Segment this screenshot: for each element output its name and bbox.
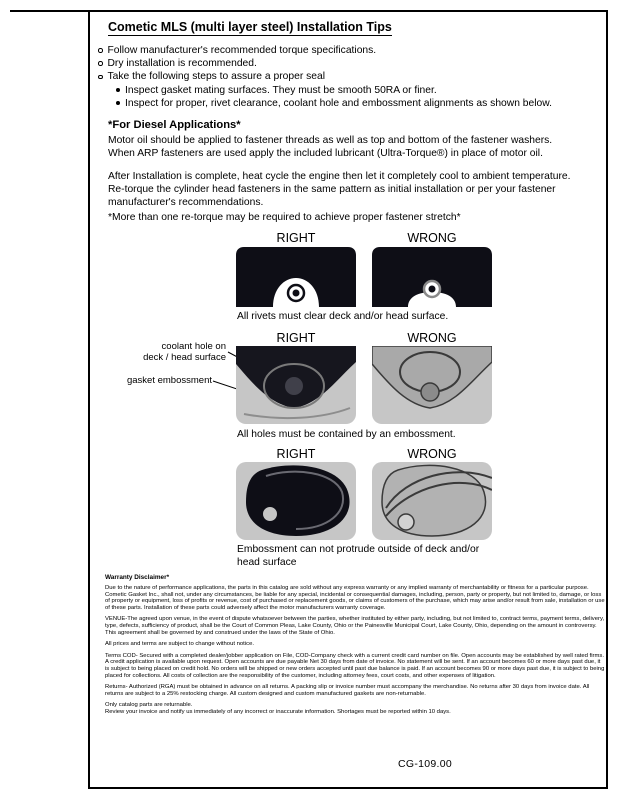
row2-caption: All holes must be contained by an embossment.	[237, 429, 456, 440]
row3-right-label: RIGHT	[276, 447, 316, 461]
warranty-paragraph: Review your invoice and notify us immediately of any incorrect or inaccurate information. Shortages must be reported within 10 days.	[105, 709, 451, 716]
retorque-note: *More than one re-torque may be required to achieve proper fastener stretch*	[108, 212, 461, 223]
tip-text: Take the following steps to assure a proper seal	[107, 71, 326, 83]
row1-right-label: RIGHT	[276, 231, 316, 245]
list-item	[98, 57, 580, 70]
diagram-coolant-wrong	[372, 346, 492, 424]
warranty-paragraph: Due to the nature of performance applications, the parts in this catalog are sold without any express warranty or any implied warranty of merchantability or fitness for a particular purpose. Cometic Gasket Inc., shall not, under any circumstances, be liable for any special, incidental or consequential damages, including, person, party or property, but not limited to, damage, or loss of property or equipment, loss of profits or revenue, cost of purchased or replacement goods, or claims of customers of the purchase, which may arise and/or result from sale, installation or use of these parts. Installation of these parts could adversely affect the motor manufacturers warranty coverage.	[105, 584, 605, 612]
row3-wrong-label: WRONG	[407, 447, 457, 461]
diesel-paragraph-2: After Installation is complete, heat cycle the engine then let it completely cool to ambient temperature. Re-torque the cylinder head fasteners in the same pattern as initial installation or per your fastener manufacturer's recommendations.	[108, 171, 571, 208]
bullet-circle-icon	[98, 61, 103, 66]
list-item	[116, 84, 580, 97]
row2-right-label: RIGHT	[276, 331, 316, 345]
warranty-paragraph: Terms COD- Secured with a completed dealer/jobber application on File, COD-Company check with a current credit card number on file. Open accounts may be established by well rated firms. A credit application is available upon request. Open accounts are due payable Net 30 days from date of invoice. No statement will be sent. If an account becomes 60 or more days past due, it is subject to being placed on credit hold. No orders will be shipped or new orders accepted until past due balance is paid. If an account becomes 90 or more days past due, it is subject to being placed for collections. All costs of collection are the responsibility of the customer, including attorney fees, court costs, and other expenses of litigation.	[105, 652, 605, 680]
warranty-paragraph: This agreement shall be governed by and construed under the laws of the State of Ohio.	[105, 630, 335, 637]
sub-tip-text: Inspect for proper, rivet clearance, coolant hole and embossment alignments as shown below.	[125, 97, 552, 109]
rivet-center	[429, 286, 436, 293]
bolt-hole	[262, 506, 278, 522]
diagram-coolant-right	[236, 346, 356, 424]
list-item	[98, 70, 580, 83]
warranty-paragraph: All prices and terms are subject to change without notice.	[105, 641, 254, 648]
bullet-circle-icon	[98, 75, 103, 80]
installation-tips-list	[98, 44, 580, 110]
page-border-top-extension	[10, 10, 88, 12]
warranty-disclaimer	[105, 575, 605, 716]
rivet-center	[293, 290, 300, 297]
warranty-paragraph: VENUE-The agreed upon venue, in the event of dispute whatsoever between the parties, whether instituted by either party, including, but not limited to, contract terms, payment terms, delivery, type, defects, sufficiency of product, shall be the Court of Common Pleas, Lake County, Ohio or the Painesville Municipal Court, Lake County, Ohio, depending on the amount in controversy.	[105, 616, 605, 630]
diesel-paragraph-1: Motor oil should be applied to fastener threads as well as top and bottom of the fastener washers. When ARP fasteners are used apply the included lubricant (Ultra-Torque®) in place of motor oil.	[108, 135, 553, 159]
sub-tip-text: Inspect gasket mating surfaces. They must be smooth 50RA or finer.	[125, 84, 437, 96]
coolant-hole	[421, 383, 439, 401]
bullet-circle-icon	[98, 48, 103, 53]
bullet-dot-icon	[116, 101, 120, 105]
list-item	[116, 97, 580, 110]
tip-text: Dry installation is recommended.	[107, 58, 257, 70]
diagram-embossment-right	[236, 462, 356, 540]
diesel-applications-heading: *For Diesel Applications*	[108, 119, 241, 131]
row2-wrong-label: WRONG	[407, 331, 457, 345]
diagram-rivet-right	[236, 247, 356, 307]
coolant-hole-label-line1: coolant hole on	[161, 341, 226, 352]
row1-wrong-label: WRONG	[407, 231, 457, 245]
row1-caption: All rivets must clear deck and/or head surface.	[237, 311, 449, 322]
page-title	[108, 20, 392, 34]
bullet-dot-icon	[116, 88, 120, 92]
warranty-paragraph: Only catalog parts are returnable.	[105, 702, 193, 709]
page-number: CG-109.00	[397, 758, 453, 770]
bolt-hole	[398, 514, 414, 530]
coolant-hole-label-line2: deck / head surface	[143, 351, 226, 363]
tip-text: Follow manufacturer's recommended torque specifications.	[107, 45, 377, 56]
warranty-paragraph: Returns- Authorized (RGA) must be obtained in advance on all returns. A packing slip or invoice number must accompany the merchandise. No returns after 30 days from invoice date. All returns are subject to a 25% restocking charge. All custom designed and custom manufactured gaskets are non-returnable.	[105, 684, 590, 698]
diagram-embossment-wrong	[372, 462, 492, 540]
gasket-embossment-label: gasket embossment	[126, 375, 212, 386]
page-title-text: Cometic MLS (multi layer steel) Installation Tips	[108, 20, 392, 34]
row3-caption: Embossment can not protrude outside of deck and/or head surface	[237, 544, 480, 568]
diagram-rivet-wrong	[372, 247, 492, 307]
list-item	[98, 44, 580, 57]
coolant-hole	[285, 377, 303, 395]
deck-shape	[246, 465, 350, 536]
warranty-heading: Warranty Disclaimer*	[105, 574, 170, 581]
